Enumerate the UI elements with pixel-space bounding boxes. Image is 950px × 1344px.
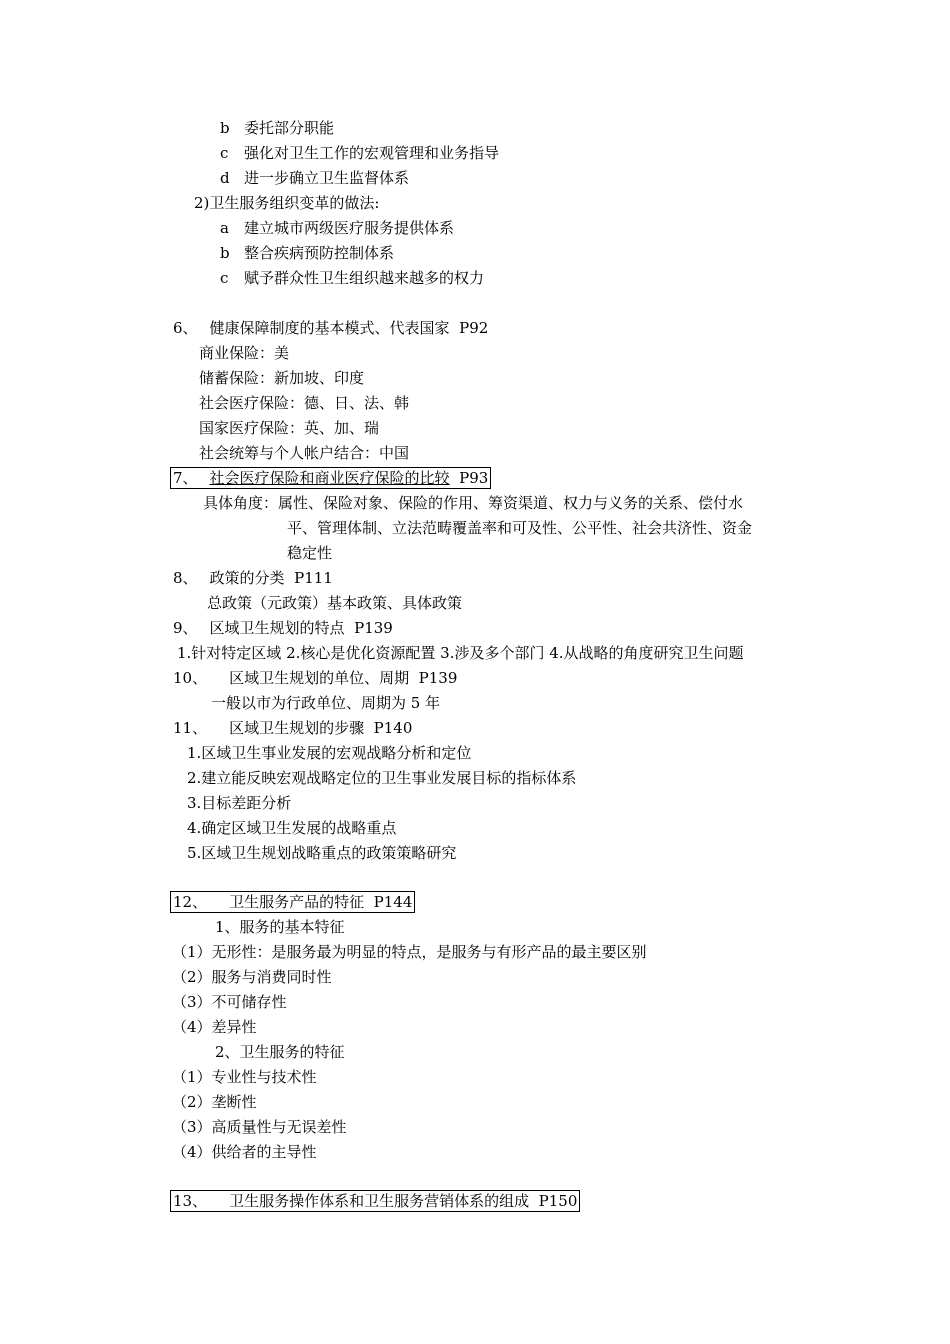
text-line: 1.针对特定区域 2.核心是优化资源配置 3.涉及多个部门 4.从战略的角度研究卫生问题 [177, 644, 744, 662]
list-item: 4.确定区域卫生发展的战略重点 [187, 819, 397, 837]
text-line: 一般以市为行政单位、周期为 5 年 [211, 694, 441, 712]
list-item: b 委托部分职能 [220, 119, 335, 137]
section-heading-11: 11、 区域卫生规划的步骤 P140 [173, 719, 413, 737]
list-item: d 进一步确立卫生监督体系 [220, 169, 410, 187]
list-item: b 整合疾病预防控制体系 [220, 244, 395, 262]
section-heading-6: 6、 健康保障制度的基本模式、代表国家 P92 [173, 319, 489, 337]
subsection-title: 2)卫生服务组织变革的做法: [194, 194, 380, 212]
list-item: 商业保险：美 [199, 344, 290, 362]
list-item: c 强化对卫生工作的宏观管理和业务指导 [220, 144, 500, 162]
list-item: 2.建立能反映宏观战略定位的卫生事业发展目标的指标体系 [187, 769, 577, 787]
text-line: 总政策（元政策）基本政策、具体政策 [207, 594, 463, 612]
text-line: 稳定性 [287, 544, 333, 562]
list-item: c 赋予群众性卫生组织越来越多的权力 [220, 269, 485, 287]
list-item: （2）垄断性 [172, 1093, 257, 1111]
list-item: （2）服务与消费同时性 [172, 968, 332, 986]
section-heading-8: 8、 政策的分类 P111 [173, 569, 333, 587]
list-item: 储蓄保险：新加坡、印度 [199, 369, 365, 387]
section-heading-7: 7、 社会医疗保险和商业医疗保险的比较 P93 [170, 467, 491, 489]
section-heading-13: 13、 卫生服务操作体系和卫生服务营销体系的组成 P150 [170, 1190, 580, 1212]
list-item: 1.区域卫生事业发展的宏观战略分析和定位 [187, 744, 472, 762]
section-heading-10: 10、 区域卫生规划的单位、周期 P139 [173, 669, 458, 687]
text-line: 具体角度：属性、保险对象、保险的作用、筹资渠道、权力与义务的关系、偿付水 [203, 494, 744, 512]
list-item: 5.区域卫生规划战略重点的政策策略研究 [187, 844, 457, 862]
subsection-title: 2、卫生服务的特征 [215, 1043, 345, 1061]
subsection-title: 1、服务的基本特征 [215, 918, 345, 936]
list-item: 国家医疗保险：英、加、瑞 [199, 419, 380, 437]
list-item: （3）不可储存性 [172, 993, 287, 1011]
list-item: （4）差异性 [172, 1018, 257, 1036]
list-item: （1）专业性与技术性 [172, 1068, 317, 1086]
list-item: （4）供给者的主导性 [172, 1143, 317, 1161]
list-item: a 建立城市两级医疗服务提供体系 [220, 219, 455, 237]
section-heading-12: 12、 卫生服务产品的特征 P144 [170, 891, 415, 913]
text-line: 平、管理体制、立法范畴覆盖率和可及性、公平性、社会共济性、资金 [287, 519, 753, 537]
list-item: 社会医疗保险：德、日、法、韩 [199, 394, 410, 412]
list-item: 3.目标差距分析 [187, 794, 292, 812]
list-item: （1）无形性：是服务最为明显的特点，是服务与有形产品的最主要区别 [172, 943, 647, 961]
section-heading-9: 9、 区域卫生规划的特点 P139 [173, 619, 393, 637]
list-item: 社会统筹与个人帐户结合：中国 [199, 444, 410, 462]
list-item: （3）高质量性与无误差性 [172, 1118, 347, 1136]
